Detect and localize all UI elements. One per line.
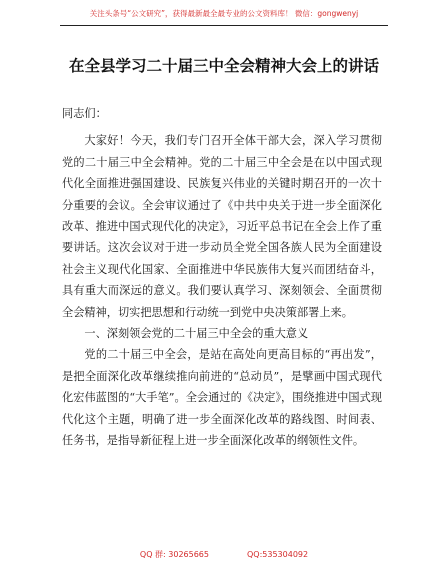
salutation: 同志们： <box>62 107 107 120</box>
footer-qq-group: QQ 群: 30265665 <box>139 550 209 559</box>
header-rule <box>60 25 388 26</box>
paragraph: 大家好！今天，我们专门召开全体干部大会，深入学习贯彻党的二十届三中全会精神。党的二十届三中全会是在以中国式现代化全面推进强国建设、民族复兴伟业的关键时期召开的一次十分重要的会议。全会审议通过了《中共中央关于进一步全面深化改革、推进中国式现代化的决定》，习近平总书记在全会上作了重要讲话。这次会议对于进一步动员全党全国各族人民为全面建设社会主义现代化国家、全面推进中华民族伟大复兴而团结奋斗，具有重大而深远的意义。我们要认真学习、深刻领会、全面贯彻全会精神，切实把思想和行动统一到党中央决策部署上来。 <box>62 134 382 319</box>
section-heading: 一、深刻领会党的二十届三中全会的重大意义 <box>84 327 309 341</box>
footer-qq: QQ:535304092 <box>246 550 309 559</box>
footer-contact <box>0 549 448 560</box>
header-banner: 关注头条号“公文研究”，获得最新最全最专业的公文资料库！ 微信：gongwenyj <box>89 9 359 18</box>
document-body <box>62 103 382 452</box>
paragraph: 党的二十届三中全会，是站在高处向更高目标的“再出发”，是把全面深化改革继续推向前进的“总动员”，是擘画中国式现代化宏伟蓝图的“大手笔”。全会通过的《决定》，围绕推进中国式现代化这个主题，明确了进一步全面深化改革的路线图、时间表、任务书，是指导新征程上进一步全面深化改革的纲领性文件。 <box>62 348 382 448</box>
document-title: 在全县学习二十届三中全会精神大会上的讲话 <box>68 57 379 75</box>
